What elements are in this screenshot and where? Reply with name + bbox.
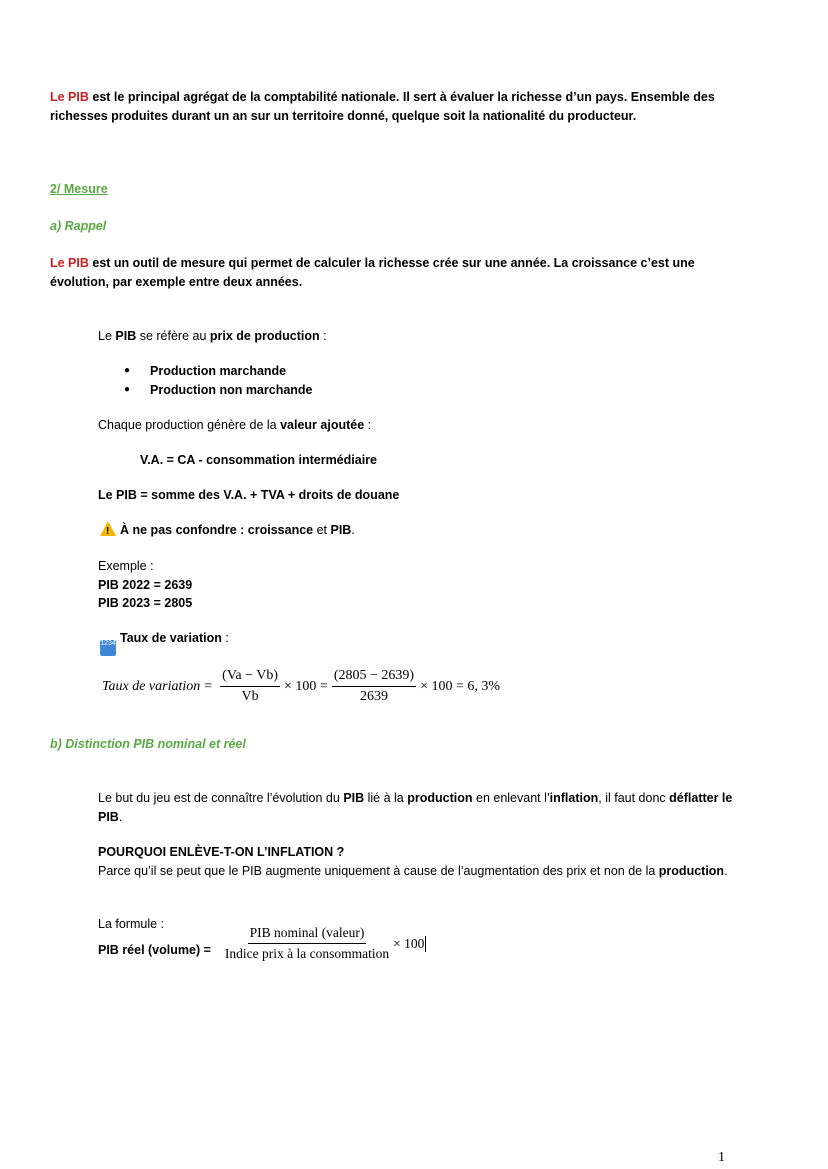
exemple-block bbox=[98, 557, 192, 613]
but-b4: déflatter le PIB bbox=[98, 791, 733, 824]
warning-icon bbox=[100, 521, 116, 536]
section-heading-mesure: 2/ Mesure bbox=[50, 182, 108, 196]
taux-label: Taux de variation bbox=[120, 631, 222, 645]
but-b1: PIB bbox=[343, 791, 365, 805]
but-t5: . bbox=[118, 809, 123, 824]
prix-post: : bbox=[319, 329, 327, 343]
taux-formula bbox=[102, 668, 500, 705]
prix-pib: PIB bbox=[115, 329, 137, 343]
prix-pre: Le bbox=[98, 329, 116, 343]
rappel-text: est un outil de mesure qui permet de calculer la richesse crée sur une année. La croissance c’est une évolution, par exemple entre deux années. bbox=[50, 256, 695, 289]
formule-fraction bbox=[225, 925, 389, 962]
exemple-line-2023: PIB 2023 = 2805 bbox=[98, 596, 193, 610]
but-b2: production bbox=[407, 791, 473, 805]
list-item: ● Production marchande bbox=[124, 362, 313, 381]
page-number: 1 bbox=[718, 1150, 725, 1165]
rappel-paragraph bbox=[50, 254, 740, 291]
taux-formula-eq: = bbox=[204, 678, 213, 694]
valeur-post: : bbox=[364, 418, 372, 432]
warning-bold: À ne pas confondre : croissance bbox=[120, 523, 314, 537]
warning-line bbox=[100, 521, 355, 540]
pib-formula: Le PIB = somme des V.A. + TVA + droits de douane bbox=[98, 488, 400, 502]
fraction-denominator: 2639 bbox=[359, 689, 388, 704]
prix-line bbox=[98, 327, 327, 346]
but-b3: inflation bbox=[549, 791, 599, 805]
pourquoi-title: POURQUOI ENLÈVE-T-ON L’INFLATION ? bbox=[98, 845, 345, 859]
fraction-numerator: (2805 − 2639) bbox=[332, 668, 416, 687]
but-t4: , il faut donc bbox=[598, 791, 670, 805]
subsection-heading-rappel: a) Rappel bbox=[50, 219, 107, 233]
production-list bbox=[124, 362, 313, 399]
fraction-numerator: (Va − Vb) bbox=[220, 668, 280, 687]
taux-formula-lhs: Taux de variation bbox=[102, 678, 201, 694]
formule-equation bbox=[98, 925, 426, 962]
but-t2: lié à la bbox=[364, 791, 408, 805]
valeur-line bbox=[98, 416, 371, 435]
formule-times: × 100 bbox=[393, 935, 425, 951]
pourquoi-block bbox=[98, 843, 738, 880]
but-t1: Le but du jeu est de connaître l’évolution du bbox=[98, 791, 344, 805]
intro-paragraph bbox=[50, 88, 740, 125]
warning-mid: et bbox=[313, 523, 331, 537]
taux-fraction-1 bbox=[220, 668, 280, 705]
taux-formula-result: × 100 = 6, 3% bbox=[420, 678, 501, 694]
warning-post: . bbox=[351, 523, 355, 537]
but-t3: en enlevant l’ bbox=[472, 791, 550, 805]
pourquoi-bold: production bbox=[658, 863, 725, 878]
taux-fraction-2 bbox=[332, 668, 416, 705]
fraction-denominator: Indice prix à la consommation bbox=[224, 946, 390, 961]
exemple-line-2022: PIB 2022 = 2639 bbox=[98, 577, 193, 592]
pib-term: Le PIB bbox=[50, 90, 89, 104]
warning-pib: PIB bbox=[330, 523, 352, 537]
pib-term: Le PIB bbox=[50, 256, 89, 270]
text-cursor bbox=[425, 936, 426, 952]
formule-lhs: PIB réel (volume) = bbox=[98, 943, 211, 957]
va-formula: V.A. = CA - consommation intermédiaire bbox=[140, 453, 377, 467]
pourquoi-post: . bbox=[724, 863, 728, 878]
valeur-bold: valeur ajoutée bbox=[280, 418, 365, 432]
taux-line bbox=[100, 629, 229, 656]
taux-formula-times: × 100 = bbox=[284, 678, 328, 694]
exemple-label: Exemple : bbox=[98, 559, 154, 573]
prix-mid: se réfère au bbox=[136, 329, 210, 343]
pourquoi-text bbox=[98, 862, 738, 881]
formule-label: La formule : bbox=[98, 917, 165, 931]
but-paragraph bbox=[98, 789, 738, 826]
list-item: ● Production non marchande bbox=[124, 381, 313, 400]
prix-bold: prix de production bbox=[209, 329, 320, 343]
valeur-pre: Chaque production génère de la bbox=[98, 418, 281, 432]
intro-text: est le principal agrégat de la comptabilité nationale. Il sert à évaluer la richesse d’un pays. Ensemble des richesses produites durant un an sur un territoire donné, quelque soit la nationalité du producteur. bbox=[50, 90, 715, 123]
fraction-numerator: PIB nominal (valeur) bbox=[248, 925, 367, 944]
numbers-icon: 1234 bbox=[100, 640, 116, 656]
fraction-denominator: Vb bbox=[241, 689, 259, 704]
taux-post: : bbox=[221, 631, 229, 645]
pourquoi-text-main: Parce qu’il se peut que le PIB augmente uniquement à cause de l’augmentation des prix et non de la bbox=[98, 863, 659, 878]
subsection-heading-distinction: b) Distinction PIB nominal et réel bbox=[50, 737, 246, 751]
